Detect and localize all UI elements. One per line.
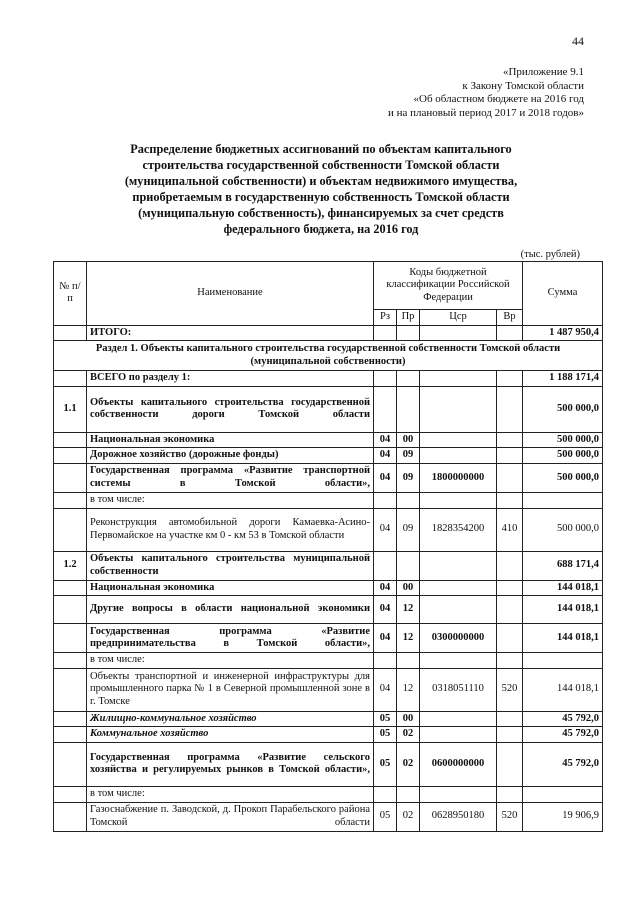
units-label: (тыс. рублей)	[520, 249, 580, 260]
row-pr	[397, 371, 420, 387]
row-vr	[497, 492, 523, 508]
row-rz	[374, 386, 397, 432]
row-vr	[497, 463, 523, 492]
title-line: приобретаемым в государственную собственность Томской области	[132, 190, 510, 204]
table-row	[54, 727, 603, 743]
row-sum: 45 792,0	[523, 711, 603, 727]
row-name: в том числе:	[87, 492, 374, 508]
title-line: Распределение бюджетных ассигнований по объектам капитального	[130, 142, 512, 156]
row-csr	[420, 786, 497, 802]
row-vr	[497, 786, 523, 802]
row-csr	[420, 371, 497, 387]
row-csr	[420, 596, 497, 624]
row-pr: 09	[397, 508, 420, 551]
row-rz	[374, 551, 397, 580]
row-rz: 04	[374, 668, 397, 711]
row-vr	[497, 711, 523, 727]
row-csr: 0628950180	[420, 802, 497, 831]
cell-vr	[497, 325, 523, 341]
row-pr: 00	[397, 580, 420, 596]
appendix-line: и на плановый период 2017 и 2018 годов»	[387, 106, 584, 119]
row-number	[54, 742, 87, 786]
row-number	[54, 580, 87, 596]
row-number	[54, 432, 87, 448]
total-sum: 1 487 950,4	[523, 325, 603, 341]
row-sum: 500 000,0	[523, 463, 603, 492]
row-pr	[397, 386, 420, 432]
row-number: 1.2	[54, 551, 87, 580]
row-rz	[374, 786, 397, 802]
row-sum: 500 000,0	[523, 432, 603, 448]
row-vr	[497, 742, 523, 786]
appendix-line: «Приложение 9.1	[502, 66, 584, 78]
row-number	[54, 624, 87, 653]
row-sum: 144 018,1	[523, 596, 603, 624]
row-pr: 00	[397, 432, 420, 448]
row-rz: 04	[374, 624, 397, 653]
row-name: Другие вопросы в области национальной экономики	[87, 596, 374, 624]
row-csr	[420, 653, 497, 669]
row-number	[54, 653, 87, 669]
row-number	[54, 711, 87, 727]
table-row	[54, 492, 603, 508]
header-sum: Сумма	[523, 262, 603, 326]
row-name: Государственная программа «Развитие предпринимательства в Томской области»,	[87, 624, 374, 653]
row-rz: 04	[374, 580, 397, 596]
row-vr	[497, 448, 523, 464]
row-sum: 688 171,4	[523, 551, 603, 580]
row-sum: 45 792,0	[523, 727, 603, 743]
cell-csr	[420, 325, 497, 341]
row-sum: 144 018,1	[523, 624, 603, 653]
cell-pr	[397, 325, 420, 341]
row-csr	[420, 711, 497, 727]
table-row	[54, 596, 603, 624]
budget-table	[53, 261, 603, 832]
row-csr	[420, 580, 497, 596]
row-sum	[523, 653, 603, 669]
table-row	[54, 624, 603, 653]
row-name: ВСЕГО по разделу 1:	[87, 371, 374, 387]
document-title	[86, 141, 556, 237]
title-line: (муниципальной собственности) и объектам недвижимого имущества,	[124, 174, 518, 188]
row-rz: 04	[374, 463, 397, 492]
row-pr: 00	[397, 711, 420, 727]
cell-rz	[374, 325, 397, 341]
row-sum: 19 906,9	[523, 802, 603, 831]
row-pr: 09	[397, 448, 420, 464]
row-rz: 05	[374, 727, 397, 743]
row-csr: 1828354200	[420, 508, 497, 551]
row-number	[54, 802, 87, 831]
row-sum: 144 018,1	[523, 580, 603, 596]
row-csr	[420, 386, 497, 432]
row-vr: 520	[497, 668, 523, 711]
row-rz: 04	[374, 508, 397, 551]
row-pr: 12	[397, 596, 420, 624]
header-rz: Рз	[374, 310, 397, 326]
row-pr	[397, 492, 420, 508]
table-row	[54, 448, 603, 464]
row-rz: 04	[374, 596, 397, 624]
header-name: Наименование	[87, 262, 374, 326]
row-vr: 520	[497, 802, 523, 831]
row-sum: 144 018,1	[523, 668, 603, 711]
row-number	[54, 508, 87, 551]
row-name: Газоснабжение п. Заводской, д. Прокоп Парабельского района Томской области	[87, 802, 374, 831]
row-number	[54, 463, 87, 492]
table-row	[54, 711, 603, 727]
table-row	[54, 508, 603, 551]
row-vr	[497, 386, 523, 432]
table-row	[54, 386, 603, 432]
page-number: 44	[572, 34, 584, 48]
row-name: Реконструкция автомобильной дороги Камаевка-Асино-Первомайское на участке км 0 - км 53 в Томской области	[87, 508, 374, 551]
total-row	[54, 325, 603, 341]
row-rz	[374, 653, 397, 669]
row-pr: 02	[397, 727, 420, 743]
row-name: Объекты капитального строительства государственной собственности дороги Томской области	[87, 386, 374, 432]
table-row	[54, 668, 603, 711]
title-line: федерального бюджета, на 2016 год	[223, 222, 419, 236]
row-csr	[420, 727, 497, 743]
row-sum: 500 000,0	[523, 448, 603, 464]
row-pr: 09	[397, 463, 420, 492]
row-name: Дорожное хозяйство (дорожные фонды)	[87, 448, 374, 464]
row-vr	[497, 371, 523, 387]
row-csr	[420, 448, 497, 464]
table-row	[54, 580, 603, 596]
row-pr	[397, 653, 420, 669]
table-row	[54, 551, 603, 580]
row-number	[54, 786, 87, 802]
appendix-reference	[388, 66, 584, 120]
row-rz: 05	[374, 802, 397, 831]
row-sum: 500 000,0	[523, 508, 603, 551]
table-row	[54, 802, 603, 831]
section-row	[54, 341, 603, 371]
row-csr: 0300000000	[420, 624, 497, 653]
row-vr	[497, 624, 523, 653]
row-pr: 12	[397, 668, 420, 711]
row-vr	[497, 432, 523, 448]
row-csr	[420, 432, 497, 448]
header-csr: Цср	[420, 310, 497, 326]
row-csr	[420, 492, 497, 508]
row-pr: 12	[397, 624, 420, 653]
row-sum: 500 000,0	[523, 386, 603, 432]
row-rz: 04	[374, 432, 397, 448]
row-vr: 410	[497, 508, 523, 551]
row-name: Объекты транспортной и инженерной инфраструктуры для промышленного парка № 1 в Северной промышленной зоне в г. Томске	[87, 668, 374, 711]
row-name: в том числе:	[87, 653, 374, 669]
header-vr: Вр	[497, 310, 523, 326]
table-row	[54, 653, 603, 669]
row-csr: 0318051110	[420, 668, 497, 711]
row-number	[54, 371, 87, 387]
row-pr	[397, 786, 420, 802]
row-name: Национальная экономика	[87, 432, 374, 448]
row-rz: 05	[374, 711, 397, 727]
row-rz	[374, 371, 397, 387]
row-name: Национальная экономика	[87, 580, 374, 596]
row-number	[54, 448, 87, 464]
row-number	[54, 668, 87, 711]
row-csr: 0600000000	[420, 742, 497, 786]
row-rz: 05	[374, 742, 397, 786]
row-sum: 1 188 171,4	[523, 371, 603, 387]
title-line: (муниципальную собственность), финансируемых за счет средств	[138, 206, 504, 220]
table-row	[54, 432, 603, 448]
table-row	[54, 786, 603, 802]
row-number	[54, 492, 87, 508]
appendix-line: «Об областном бюджете на 2016 год	[413, 93, 584, 106]
row-csr: 1800000000	[420, 463, 497, 492]
row-name: Коммунальное хозяйство	[87, 727, 374, 743]
total-label: ИТОГО:	[87, 325, 374, 341]
row-name: Объекты капитального строительства муниципальной собственности	[87, 551, 374, 580]
header-codes: Коды бюджетной классификации Российской Федерации	[374, 262, 523, 310]
row-pr	[397, 551, 420, 580]
row-pr: 02	[397, 802, 420, 831]
table-row	[54, 742, 603, 786]
row-name: Государственная программа «Развитие транспортной системы в Томской области»,	[87, 463, 374, 492]
row-csr	[420, 551, 497, 580]
header-pr: Пр	[397, 310, 420, 326]
row-name: в том числе:	[87, 786, 374, 802]
row-sum	[523, 492, 603, 508]
row-name: Жилищно-коммунальное хозяйство	[87, 711, 374, 727]
row-vr	[497, 596, 523, 624]
row-name: Государственная программа «Развитие сельского хозяйства и регулируемых рынков в Томской области»,	[87, 742, 374, 786]
row-vr	[497, 580, 523, 596]
row-rz: 04	[374, 448, 397, 464]
row-rz	[374, 492, 397, 508]
row-vr	[497, 727, 523, 743]
table-header-row	[54, 262, 603, 310]
appendix-line: к Закону Томской области	[462, 79, 584, 92]
row-sum: 45 792,0	[523, 742, 603, 786]
row-number: 1.1	[54, 386, 87, 432]
section-title: Раздел 1. Объекты капитального строительства государственной собственности Томской области (муниципальной собственности)	[54, 341, 603, 371]
row-pr: 02	[397, 742, 420, 786]
row-number	[54, 596, 87, 624]
table-row	[54, 463, 603, 492]
row-sum	[523, 786, 603, 802]
cell-num	[54, 325, 87, 341]
title-line: строительства государственной собственности Томской области	[142, 158, 500, 172]
row-vr	[497, 653, 523, 669]
table-row	[54, 371, 603, 387]
row-number	[54, 727, 87, 743]
row-vr	[497, 551, 523, 580]
header-num: № п/п	[54, 262, 87, 326]
